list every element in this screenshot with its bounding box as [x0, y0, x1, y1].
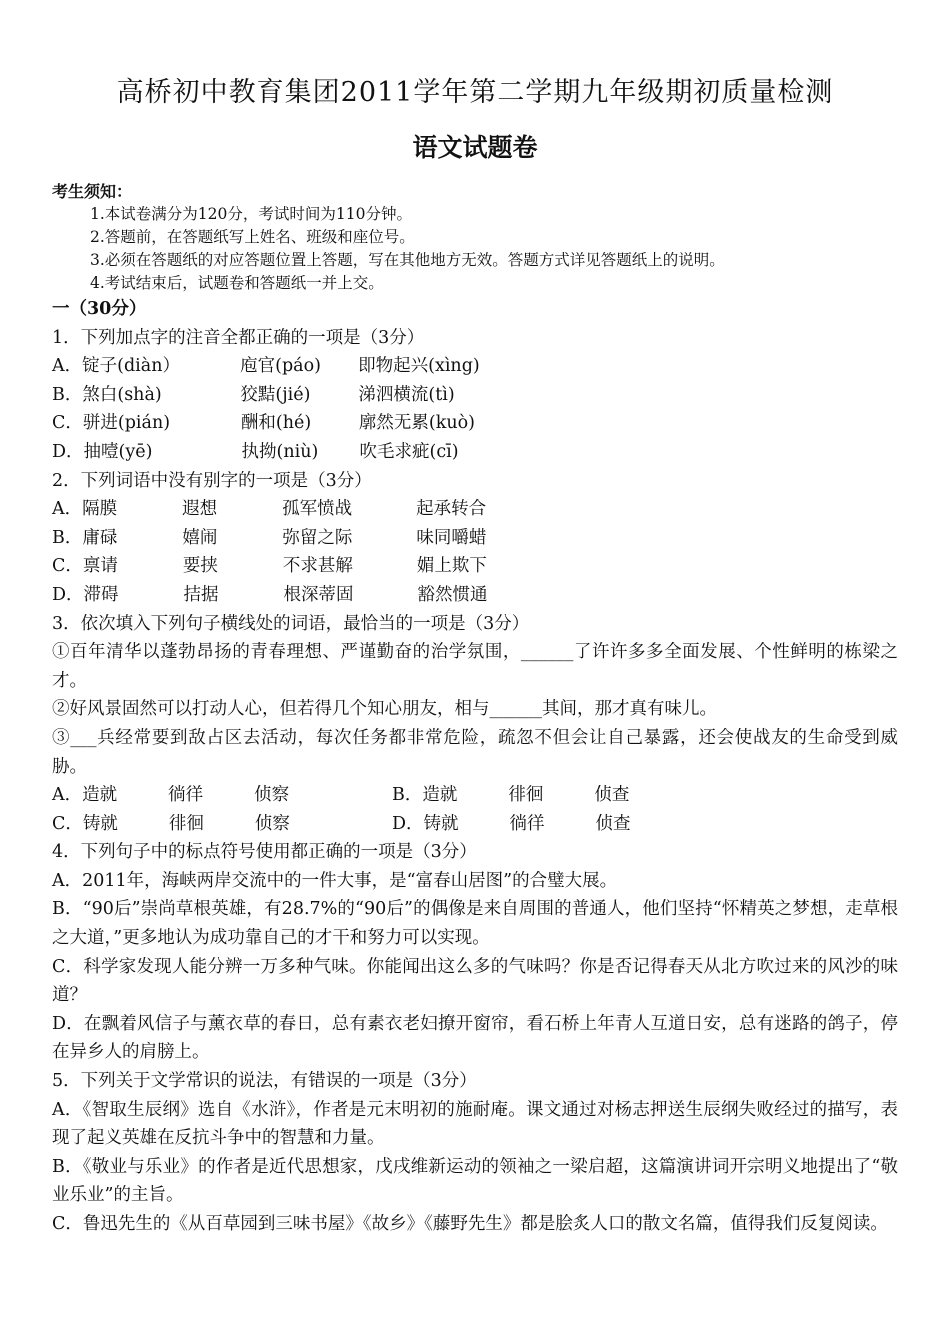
q1-option-d — [52, 438, 898, 467]
option-item: 涕泗横流(tì) — [358, 384, 455, 405]
q1-option-a — [52, 352, 898, 381]
notice-item: 1.本试卷满分为120分，考试时间为110分钟。 — [90, 205, 412, 223]
q3-sentence-2: ②好风景固然可以打动人心，但若得几个知心朋友，相与______其间，那才真有味儿。 — [52, 699, 717, 720]
q4-option-a: A．2011年，海峡两岸交流中的一件大事，是“富春山居图”的合璧大展。 — [52, 870, 618, 891]
q2-option-b — [52, 524, 898, 553]
section-one-label: 一（30分） — [52, 299, 147, 319]
option-item: 铸就 — [423, 813, 459, 834]
option-item: 狡黠(jié) — [240, 384, 311, 405]
q4-option-d: D．在飘着风信子与薰衣草的春日，总有素衣老妇撩开窗帘，看石桥上年青人互道日安，总有迷路的鸽子，停在异乡人的肩膀上。 — [52, 1013, 898, 1063]
option-item: 遐想 — [182, 499, 218, 520]
q2-option-c — [52, 552, 898, 581]
option-item: 侦察 — [254, 813, 290, 834]
q3-option-b — [392, 785, 629, 805]
option-item: 造就 — [422, 785, 458, 806]
option-label: D． — [52, 441, 84, 462]
q2-option-d — [52, 581, 898, 610]
q4-option-c: C．科学家发现人能分辨一万多种气味。你能闻出这么多的气味吗？你是否记得春天从北方吹过来的风沙的味道？ — [52, 956, 898, 1006]
option-item: 嬉闹 — [182, 527, 218, 548]
option-item: 廓然无累(kuò) — [358, 413, 475, 434]
option-item: 铸就 — [82, 813, 118, 834]
option-item: 煞白(shà) — [82, 384, 162, 405]
option-label: D． — [392, 813, 424, 834]
q5-option-a: A．《智取生辰纲》选自《水浒》，作者是元末明初的施耐庵。课文通过对杨志押送生辰纲失败经过的描写，表现了起义英雄在反抗斗争中的智慧和力量。 — [52, 1099, 898, 1149]
q3-sentence-3: ③___兵经常要到敌占区去活动，每次任务都非常危险，疏忽不但会让自己暴露，还会使战友的生命受到威胁。 — [52, 727, 898, 777]
option-item: 徜徉 — [168, 785, 204, 806]
option-item: 徘徊 — [508, 785, 544, 806]
q1-option-b — [52, 381, 898, 410]
question-4-stem: 4．下列句子中的标点符号使用都正确的一项是（3分） — [52, 842, 477, 863]
option-label: B． — [52, 384, 83, 405]
option-item: 抽噎(yē) — [83, 441, 153, 462]
option-item: 造就 — [82, 785, 118, 806]
question-5-stem: 5．下列关于文学常识的说法，有错误的一项是（3分） — [52, 1071, 477, 1092]
option-item: 味同嚼蜡 — [416, 527, 487, 548]
option-item: 孤军愤战 — [282, 499, 353, 520]
option-item: 根深蒂固 — [283, 584, 354, 605]
question-1-stem: 1．下列加点字的注音全都正确的一项是（3分） — [52, 327, 425, 348]
question-3-stem: 3．依次填入下列句子横线处的词语，最恰当的一项是（3分） — [52, 613, 530, 634]
q1-option-c — [52, 409, 898, 438]
option-label: D． — [52, 584, 84, 605]
option-item: 要挟 — [182, 556, 218, 577]
q3-options-ab — [52, 781, 898, 810]
option-label: B． — [52, 527, 83, 548]
exam-body — [52, 180, 898, 1239]
option-item: 锭子(diàn） — [82, 356, 180, 377]
q3-sentence-1: ①百年清华以蓬勃昂扬的青春理想、严谨勤奋的治学氛围，______了许许多多全面发展、个性鲜明的栋梁之才。 — [52, 642, 898, 691]
option-item: 执拗(niù) — [241, 441, 319, 462]
option-item: 吹毛求疵(cī) — [359, 441, 459, 462]
option-label: C． — [52, 556, 83, 577]
option-label: A． — [52, 499, 83, 520]
notice-item: 4.考试结束后，试题卷和答题纸一并上交。 — [90, 274, 384, 292]
notice-item: 3.必须在答题纸的对应答题位置上答题，写在其他地方无效。答题方式详见答题纸上的说明。 — [90, 251, 725, 269]
q3-options-cd — [52, 810, 898, 839]
option-item: 不求甚解 — [282, 556, 353, 577]
q2-option-a — [52, 495, 898, 524]
option-item: 起承转合 — [416, 499, 487, 520]
option-item: 骈进(pián) — [82, 413, 171, 434]
q3-option-a — [52, 781, 392, 810]
exam-subtitle: 语文试题卷 — [412, 133, 538, 162]
option-label: A． — [52, 356, 83, 377]
exam-title: 高桥初中教育集团2011学年第二学期九年级期初质量检测 — [116, 77, 834, 108]
option-item: 禀请 — [82, 556, 118, 577]
option-item: 媚上欺下 — [416, 556, 487, 577]
option-item: 豁然惯通 — [417, 584, 488, 605]
notice-item: 2.答题前，在答题纸写上姓名、班级和座位号。 — [90, 228, 415, 246]
option-item: 侦查 — [595, 813, 631, 834]
option-item: 侦查 — [594, 785, 630, 806]
option-item: 拮据 — [183, 584, 219, 605]
option-item: 徘徊 — [168, 813, 204, 834]
option-label: B． — [392, 785, 423, 806]
option-label: A． — [52, 785, 83, 806]
option-item: 庸碌 — [82, 527, 118, 548]
option-label: C． — [52, 813, 83, 834]
question-2-stem: 2．下列词语中没有别字的一项是（3分） — [52, 470, 372, 491]
notice-heading: 考生须知： — [52, 182, 133, 201]
q3-option-c — [52, 810, 392, 839]
option-item: 酬和(hé) — [240, 413, 312, 434]
q4-option-b: B．“90后”崇尚草根英雄，有28.7%的“90后”的偶像是来自周围的普通人，他们坚持“怀精英之梦想，走草根之大道，”更多地认为成功靠自己的才干和努力可以实现。 — [52, 899, 898, 949]
option-label: C． — [52, 413, 83, 434]
option-item: 庖官(páo) — [240, 356, 321, 377]
option-item: 弥留之际 — [282, 527, 353, 548]
option-item: 滞碍 — [83, 584, 119, 605]
option-item: 徜徉 — [509, 813, 545, 834]
q5-option-c: C．鲁迅先生的《从百草园到三味书屋》《故乡》《藤野先生》都是脍炙人口的散文名篇，值得我们反复阅读。 — [52, 1214, 888, 1234]
option-item: 侦察 — [254, 785, 290, 806]
option-item: 即物起兴(xìng) — [358, 356, 480, 377]
option-item: 隔膜 — [82, 499, 118, 520]
q5-option-b: B．《敬业与乐业》的作者是近代思想家，戊戌维新运动的领袖之一梁启超，这篇演讲词开宗明义地提出了“敬业乐业”的主旨。 — [52, 1156, 898, 1206]
q3-option-d — [392, 814, 631, 834]
